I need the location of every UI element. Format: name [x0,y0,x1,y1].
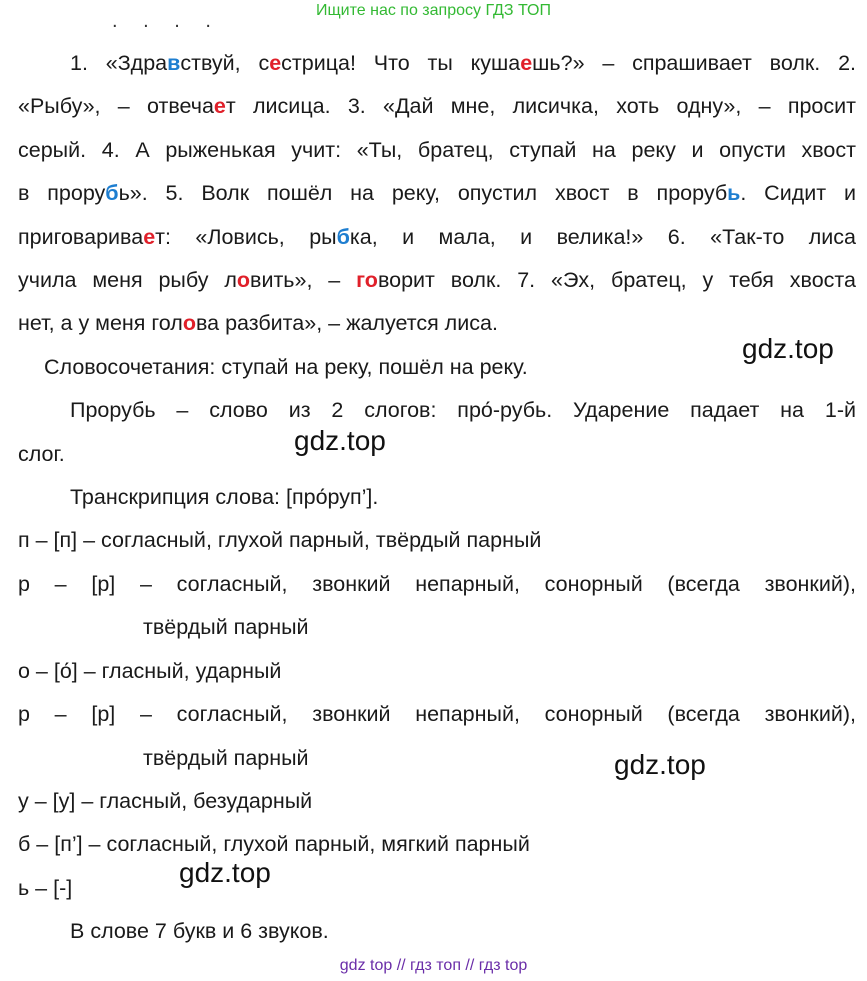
analysis-b: б – [п’] – согласный, глухой парный, мягкий парный [18,832,530,857]
text: ва разбита», – жалуется лиса. [195,311,498,336]
story-line-4 [18,172,856,215]
highlight-letter: б [105,181,119,206]
text: ка, и мала, и велика!» 6. «Так-то лиса [349,224,856,249]
highlight-letter: о [236,268,251,293]
story-line-5 [18,216,856,259]
watermark: gdz.top [294,425,386,456]
story-line-1 [18,42,856,85]
highlight-letter: б [336,224,350,249]
highlight-letter: е [269,51,282,75]
text: ворит волк. 7. «Эх, братец, у тебя хвоста [377,268,856,293]
highlight-letter: е [520,51,533,75]
text: в прору [18,181,106,206]
analysis-r1-cont: твёрдый парный [143,615,309,640]
phrases-line: Словосочетания: ступай на реку, пошёл на реку. [44,354,528,379]
answer-body [18,42,856,954]
summary-line: В слове 7 букв и 6 звуков. [70,919,329,944]
analysis-u: у – [у] – гласный, безударный [18,788,313,813]
text: ь». 5. Волк пошёл на реку, опустил хвост в проруб [118,181,728,206]
text: вить», – [250,268,357,293]
story-line-6 [18,259,856,302]
site-banner: Ищите нас по запросу ГДЗ ТОП [316,2,551,19]
text: учила меня рыбу л [18,268,237,293]
syllables-line-2: слог. [18,441,65,466]
highlight-letter: г [356,268,365,293]
syllables-line-1: Прорубь – слово из 2 слогов: про́-рубь. Ударение падает на 1-й [70,398,856,423]
text: ствуй, с [180,51,270,75]
analysis-p: п – [п] – согласный, глухой парный, твёрдый парный [18,528,542,553]
cropped-dots: . . . . [112,10,221,32]
analysis-r1: р – [р] – согласный, звонкий непарный, сонорный (всегда звонкий), [18,571,856,596]
transcription-line: Транскрипция слова: [про́руп’]. [70,485,379,510]
analysis-r2: р – [р] – согласный, звонкий непарный, сонорный (всегда звонкий), [18,702,856,727]
analysis-soft-sign: ь – [-] [18,875,73,900]
text: шь?» – спрашивает волк. 2. [532,51,856,75]
highlight-letter: о [182,311,196,336]
text: 1. «Здра [70,51,168,75]
text: нет, а у меня гол [18,311,183,336]
text: «Рыбу», – отвеча [18,94,214,119]
text: . Сидит и [740,181,856,206]
highlight-letter: е [213,94,226,119]
analysis-o: о – [о́] – гласный, ударный [18,658,282,683]
highlight-letter: ь [727,181,741,206]
highlight-letter: е [143,224,156,249]
text: стрица! Что ты куша [281,51,521,75]
story-line-2 [18,85,856,128]
watermark: gdz.top [742,333,834,364]
highlight-letter: о [364,268,378,293]
footer-links: gdz top // гдз топ // гдз top [339,957,528,974]
watermark: gdz.top [179,857,271,888]
highlight-letter: в [167,51,181,75]
story-line-7 [18,302,856,345]
analysis-r2-cont: твёрдый парный [143,745,309,770]
text: приговарива [18,224,144,249]
story-line-3: серый. 4. А рыженькая учит: «Ты, братец, ступай на реку и опусти хвост [18,137,856,162]
text: т лисица. 3. «Дай мне, лисичка, хоть одну», – просит [225,94,856,119]
text: т: «Ловись, ры [155,224,337,249]
watermark: gdz.top [614,749,706,780]
